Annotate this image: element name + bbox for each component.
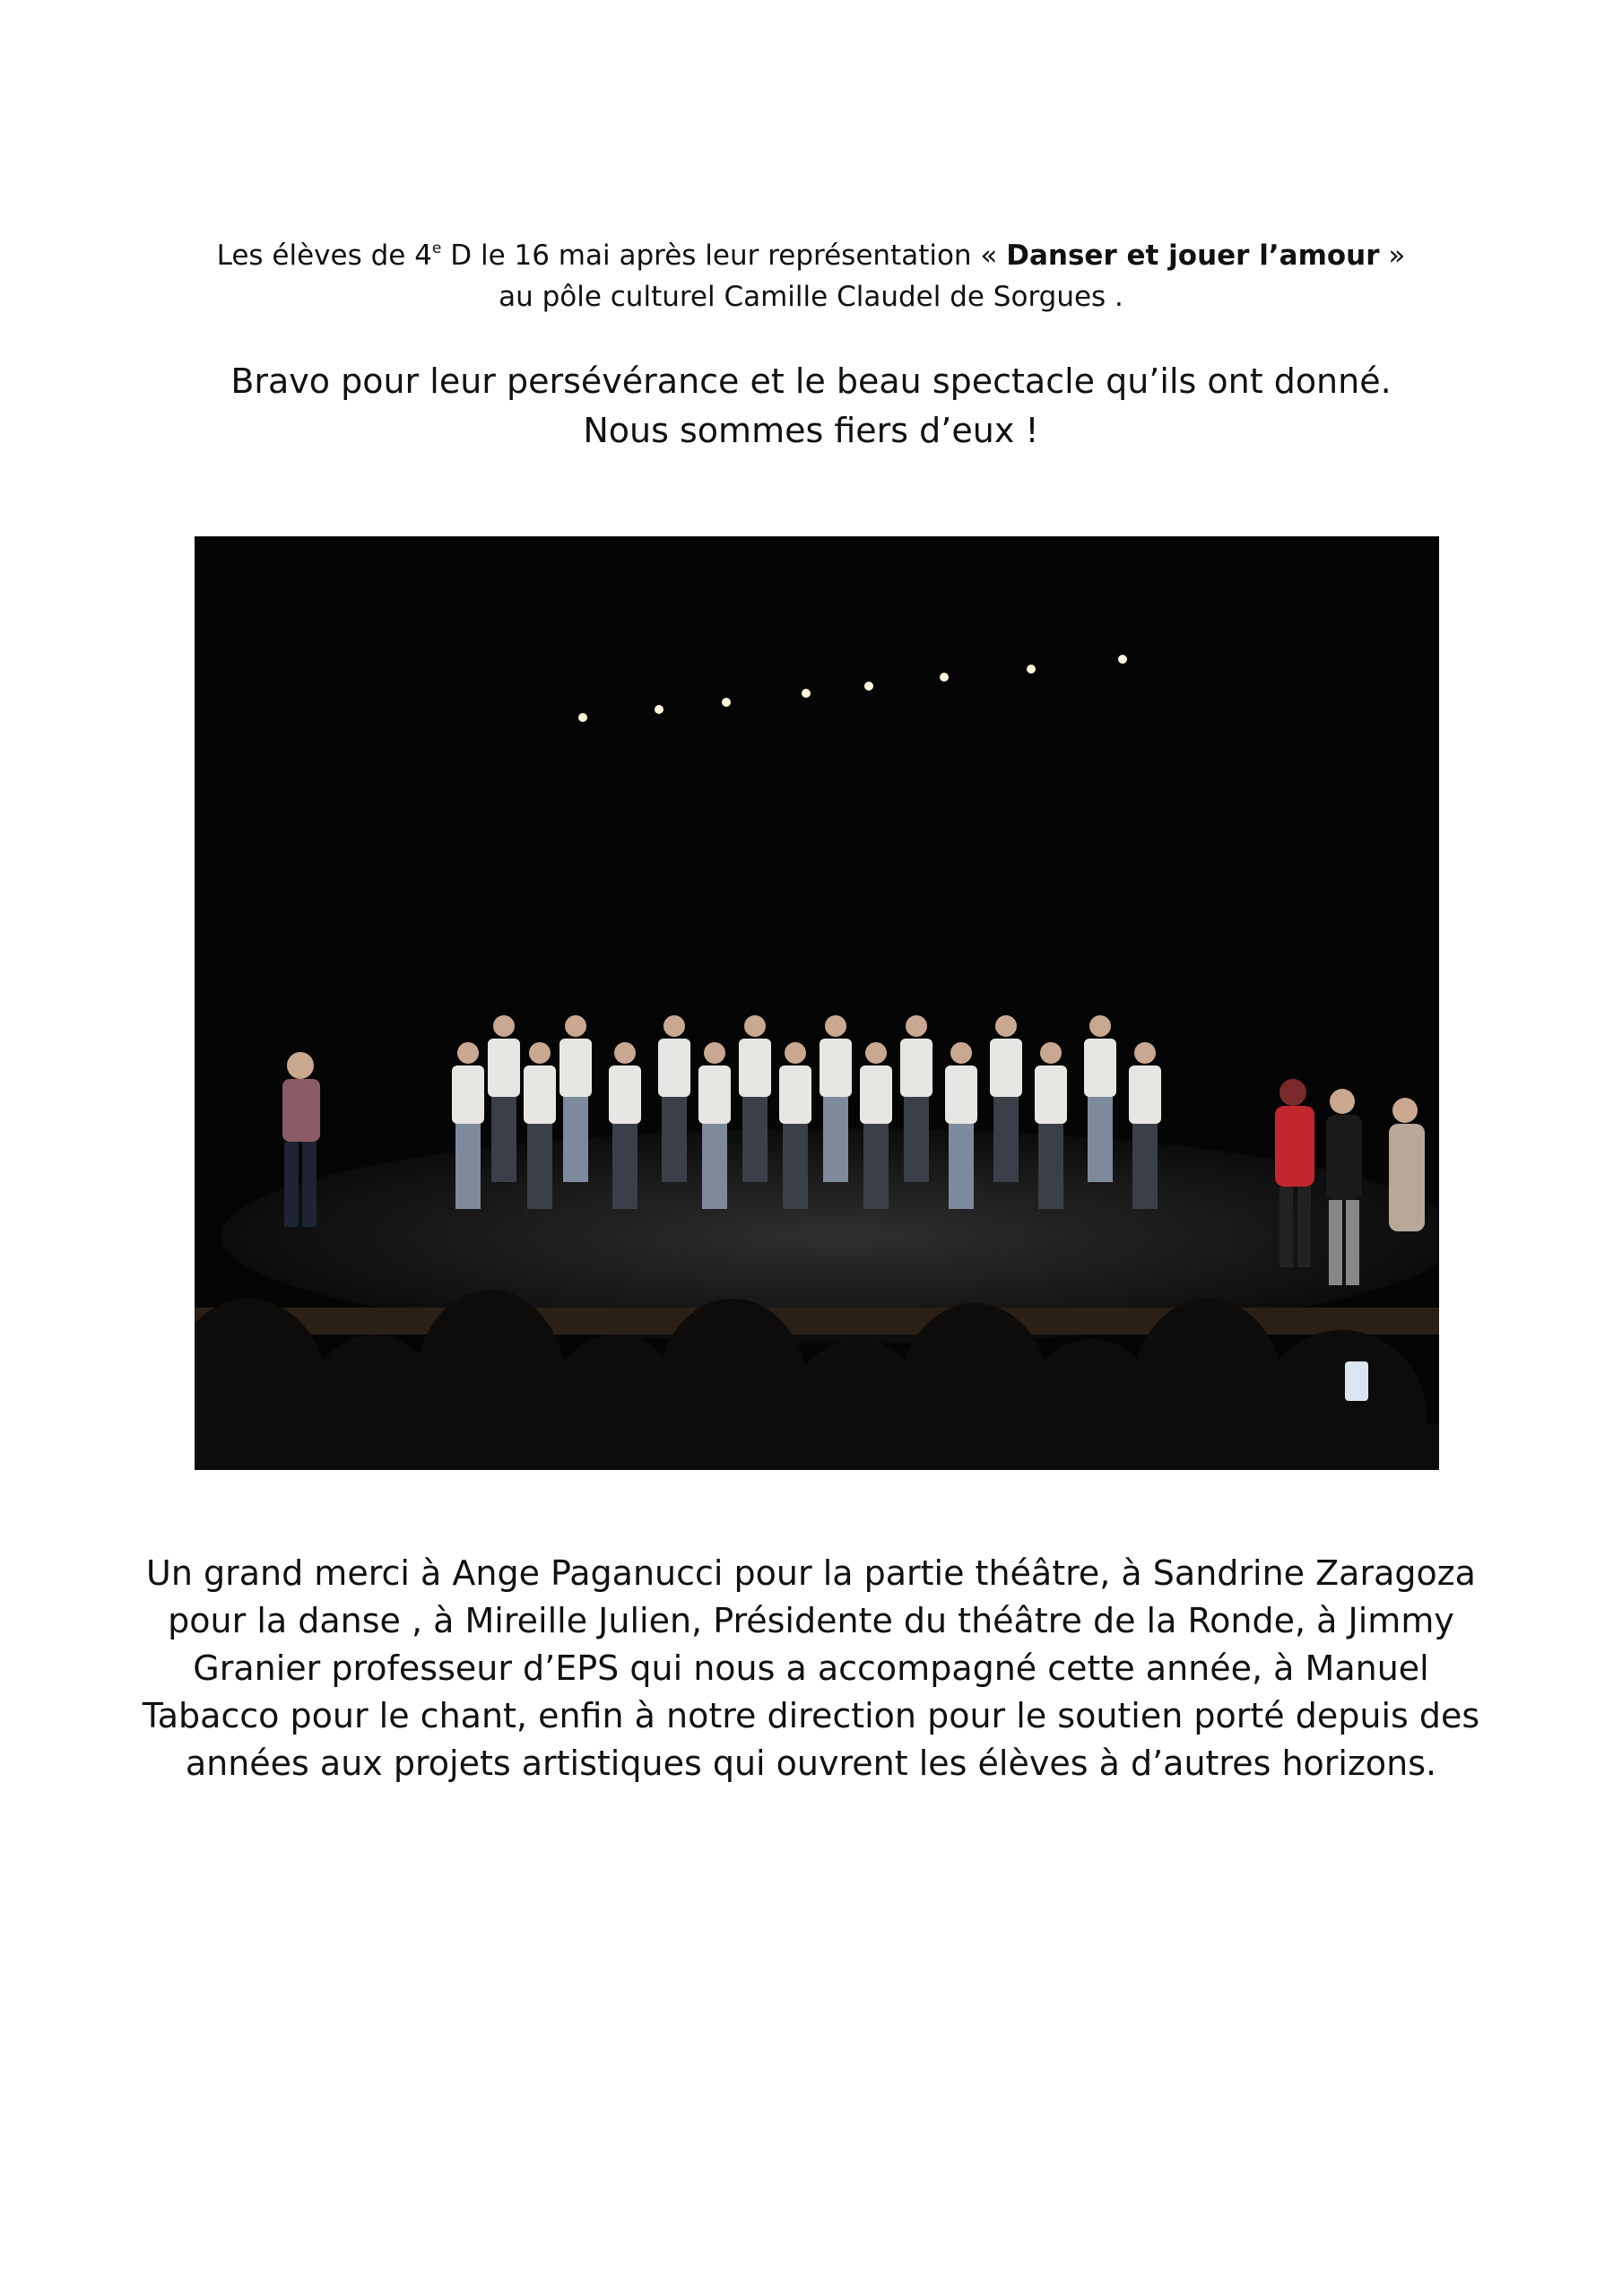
student-figure	[698, 1042, 731, 1209]
stage-photo-illustration	[195, 536, 1439, 1470]
caption-text-middle: D le 16 mai après leur représentation «	[441, 239, 1007, 272]
student-figure	[945, 1042, 977, 1209]
caption-line-1	[0, 235, 1622, 276]
caption-superscript: e	[431, 239, 442, 257]
student-figure	[779, 1042, 811, 1209]
student-figure	[900, 1015, 932, 1182]
student-figure	[990, 1015, 1022, 1182]
student-figure	[609, 1042, 641, 1209]
caption-text-end: »	[1379, 239, 1406, 272]
thanks-line-5: années aux projets artistiques qui ouvrent les élèves à d’autres horizons.	[185, 1744, 1437, 1783]
student-figure	[452, 1042, 484, 1209]
student-figure	[1084, 1015, 1116, 1182]
student-figure	[524, 1042, 556, 1209]
thanks-line-1: Un grand merci à Ange Paganucci pour la partie théâtre, à Sandrine Zaragoza	[146, 1553, 1476, 1593]
student-figure	[1129, 1042, 1161, 1209]
bravo-line-1: Bravo pour leur persévérance et le beau spectacle qu’ils ont donné.	[230, 361, 1392, 401]
thanks-paragraph	[0, 1550, 1622, 1787]
thanks-line-4: Tabacco pour le chant, enfin à notre direction pour le soutien porté depuis des	[142, 1696, 1480, 1735]
student-figure	[820, 1015, 852, 1182]
show-title: Danser et jouer l’amour	[1006, 239, 1380, 272]
student-figure	[739, 1015, 771, 1182]
phone-screen	[1345, 1361, 1368, 1401]
student-figure	[559, 1015, 592, 1182]
caption-line-2: au pôle culturel Camille Claudel de Sorgues .	[499, 281, 1123, 313]
student-figure	[860, 1042, 892, 1209]
student-figure	[1035, 1042, 1067, 1209]
student-figure	[658, 1015, 690, 1182]
thanks-line-3: Granier professeur d’EPS qui nous a accompagné cette année, à Manuel	[193, 1648, 1429, 1688]
student-figure	[488, 1015, 520, 1182]
caption-text-start: Les élèves de 4	[216, 239, 432, 272]
bravo-line-2: Nous sommes fiers d’eux !	[583, 411, 1039, 450]
photo-caption	[0, 235, 1622, 317]
thanks-line-2: pour la danse , à Mireille Julien, Présidente du théâtre de la Ronde, à Jimmy	[168, 1601, 1454, 1640]
stage-photo	[195, 536, 1439, 1470]
congratulations-message	[0, 357, 1622, 456]
